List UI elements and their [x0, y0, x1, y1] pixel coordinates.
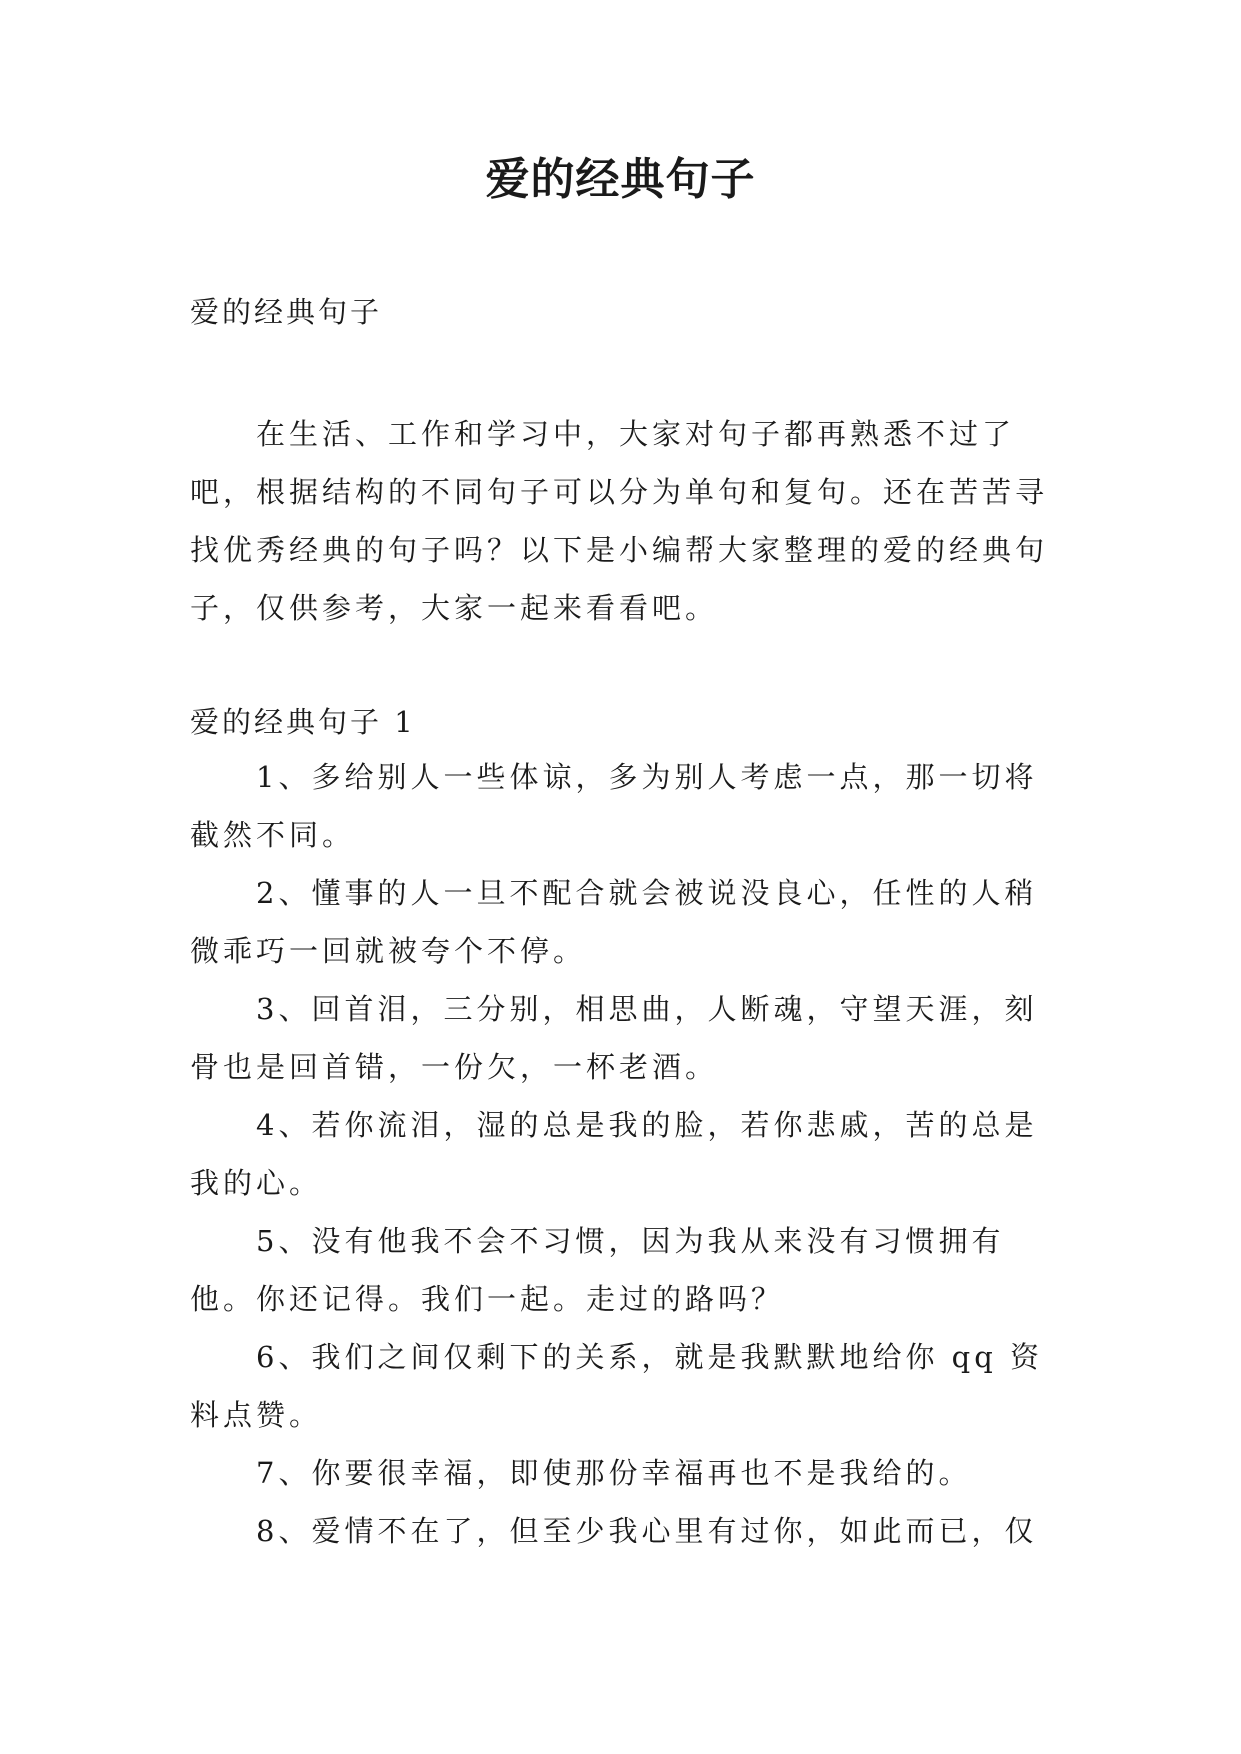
document-title: 爱的经典句子 [485, 154, 756, 205]
list-item: 3、回首泪，三分别，相思曲，人断魂，守望天涯，刻骨也是回首错，一份欠，一杯老酒。 [190, 992, 1038, 1084]
list-item: 5、没有他我不会不习惯，因为我从来没有习惯拥有他。你还记得。我们一起。走过的路吗？ [190, 1224, 1005, 1316]
list-item: 6、我们之间仅剩下的关系，就是我默默地给你 qq 资料点赞。 [190, 1340, 1044, 1432]
sentence-list [190, 748, 1050, 1560]
section-heading: 爱的经典句子 1 [190, 705, 416, 739]
list-item: 8、爱情不在了，但至少我心里有过你，如此而已，仅 [256, 1514, 1038, 1548]
intro-paragraph: 在生活、工作和学习中，大家对句子都再熟悉不过了吧，根据结构的不同句子可以分为单句和复句。还在苦苦寻找优秀经典的句子吗？以下是小编帮大家整理的爱的经典句子，仅供参考，大家一起来看看吧。 [190, 417, 1049, 625]
list-item: 7、你要很幸福，即使那份幸福再也不是我给的。 [256, 1456, 972, 1490]
list-item: 1、多给别人一些体谅，多为别人考虑一点，那一切将截然不同。 [190, 760, 1038, 852]
list-item: 2、懂事的人一旦不配合就会被说没良心，任性的人稍微乖巧一回就被夸个不停。 [190, 876, 1038, 968]
document-subtitle: 爱的经典句子 [190, 295, 383, 329]
list-item: 4、若你流泪，湿的总是我的脸，若你悲戚，苦的总是我的心。 [190, 1108, 1038, 1200]
